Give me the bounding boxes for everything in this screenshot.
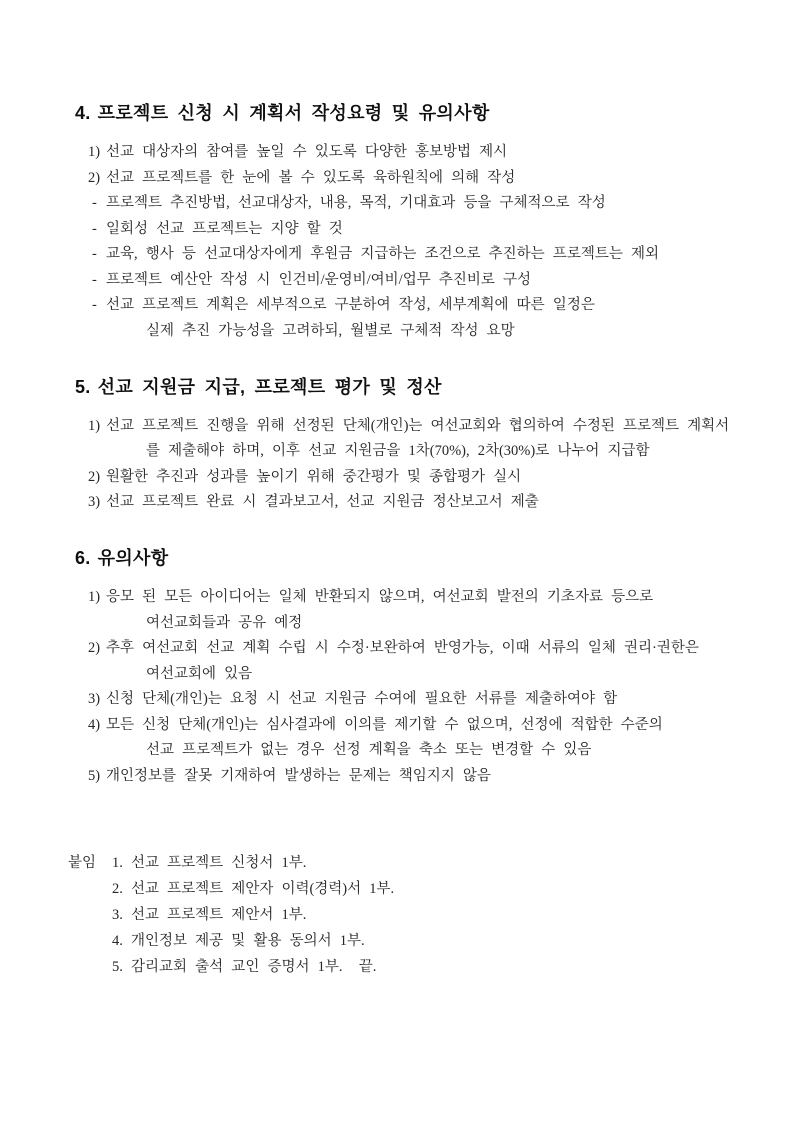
item-text: 개인정보를 잘못 기재하여 발생하는 문제는 책임지지 않음 — [106, 767, 491, 784]
list-item-continuation — [146, 738, 752, 762]
item-text: 선교 프로젝트 완료 시 결과보고서, 선교 지원금 정산보고서 제출 — [106, 494, 539, 510]
attachment-item: 5. 감리교회 출석 교인 증명서 1부. 끝. — [112, 958, 377, 975]
item-marker: 1) — [88, 417, 101, 434]
item-text: 교육, 행사 등 선교대상자에게 후원금 지급하는 조건으로 추진하는 프로젝트는 제외 — [106, 246, 659, 262]
item-text: 프로젝트 예산안 작성 시 인건비/운영비/여비/업무 추진비로 구성 — [106, 271, 532, 288]
item-text: 를 제출해야 하며, 이후 선교 지원금을 1차(70%), 2차(30%)로 나누어 지급함 — [146, 443, 650, 459]
item-text: 응모 된 모든 아이디어는 일체 반환되지 않으며, 여선교회 발전의 기초자료 등으로 — [106, 589, 654, 605]
section-number: 5. — [75, 376, 91, 397]
item-marker: 2) — [88, 640, 101, 656]
list-item — [88, 713, 752, 737]
attachments-block — [68, 850, 752, 980]
list-item-continuation — [146, 319, 752, 343]
list-item — [88, 585, 752, 609]
item-marker: 1) — [88, 589, 101, 605]
attachment-item: 2. 선교 프로젝트 제안자 이력(경력)서 1부. — [112, 880, 395, 897]
list-item — [88, 465, 752, 489]
list-item-continuation — [146, 662, 752, 686]
item-text: 신청 단체(개인)는 요청 시 선교 지원금 수여에 필요한 서류를 제출하여야 함 — [106, 691, 618, 707]
section-title-text: 선교 지원금 지급, 프로젝트 평가 및 정산 — [97, 376, 442, 397]
section-6 — [68, 547, 752, 788]
item-text: 실제 추진 가능성을 고려하되, 월별로 구체적 작성 요망 — [146, 322, 515, 339]
list-item — [88, 636, 752, 660]
list-item — [92, 217, 752, 241]
item-text: 모든 신청 단체(개인)는 심사결과에 이의를 제기할 수 없으며, 선정에 적합한 수준의 — [106, 716, 663, 733]
list-item — [92, 242, 752, 266]
item-marker: - — [92, 195, 97, 211]
item-text: 여선교회에 있음 — [146, 665, 253, 682]
section-title-text: 프로젝트 신청 시 계획서 작성요령 및 유의사항 — [97, 103, 490, 123]
attachment-item: 3. 선교 프로젝트 제안서 1부. — [112, 906, 307, 923]
item-text: 선교 프로젝트를 한 눈에 볼 수 있도록 육하원칙에 의해 작성 — [106, 169, 516, 186]
section-5-title — [75, 376, 752, 399]
item-marker: - — [92, 271, 97, 288]
list-item-continuation — [146, 611, 752, 635]
item-marker: 3) — [88, 494, 101, 510]
section-title-text: 유의사항 — [97, 548, 169, 568]
list-item — [88, 166, 752, 190]
item-text: 선교 프로젝트 계획은 세부적으로 구분하여 작성, 세부계획에 따른 일정은 — [106, 297, 595, 313]
attachment-item: 1. 선교 프로젝트 신청서 1부. — [112, 854, 307, 871]
attachments-label: 붙임 — [68, 854, 97, 871]
section-4 — [68, 102, 752, 343]
list-item — [92, 268, 752, 292]
section-6-title — [75, 547, 752, 570]
item-text: 원활한 추진과 성과를 높이기 위해 중간평가 및 종합평가 실시 — [106, 468, 522, 485]
item-text: 프로젝트 추진방법, 선교대상자, 내용, 목적, 기대효과 등을 구체적으로 작성 — [106, 195, 606, 211]
list-item — [92, 191, 752, 215]
item-marker: 4) — [88, 716, 101, 733]
item-marker: 2) — [88, 468, 101, 485]
list-item — [88, 764, 752, 788]
list-item-continuation — [146, 439, 752, 463]
item-marker: 2) — [88, 169, 101, 186]
item-marker: 1) — [88, 144, 101, 160]
list-item — [88, 414, 752, 438]
item-marker: - — [92, 246, 97, 262]
attachment-item: 4. 개인정보 제공 및 활용 동의서 1부. — [112, 932, 365, 949]
item-marker: - — [92, 220, 97, 237]
item-text: 일회성 선교 프로젝트는 지양 할 것 — [106, 220, 343, 237]
list-item — [88, 140, 752, 164]
item-marker: 5) — [88, 767, 101, 784]
item-text: 여선교회들과 공유 예정 — [146, 614, 303, 631]
section-number: 6. — [75, 548, 91, 568]
item-marker: - — [92, 297, 97, 313]
item-text: 추후 여선교회 선교 계획 수립 시 수정·보완하여 반영가능, 이때 서류의 일체 권리·권한은 — [106, 640, 699, 656]
item-text: 선교 프로젝트 진행을 위해 선정된 단체(개인)는 여선교회와 협의하여 수정된 프로젝트 계획서 — [106, 417, 730, 434]
section-number: 4. — [75, 103, 91, 123]
list-item — [88, 490, 752, 514]
item-text: 선교 대상자의 참여를 높일 수 있도록 다양한 홍보방법 제시 — [106, 144, 508, 160]
section-5 — [68, 376, 752, 515]
item-marker: 3) — [88, 691, 101, 707]
attachments-list — [112, 850, 394, 980]
item-text: 선교 프로젝트가 없는 경우 선정 계획을 축소 또는 변경할 수 있음 — [146, 742, 592, 758]
list-item — [88, 687, 752, 711]
list-item — [92, 293, 752, 317]
section-4-title — [75, 102, 752, 125]
